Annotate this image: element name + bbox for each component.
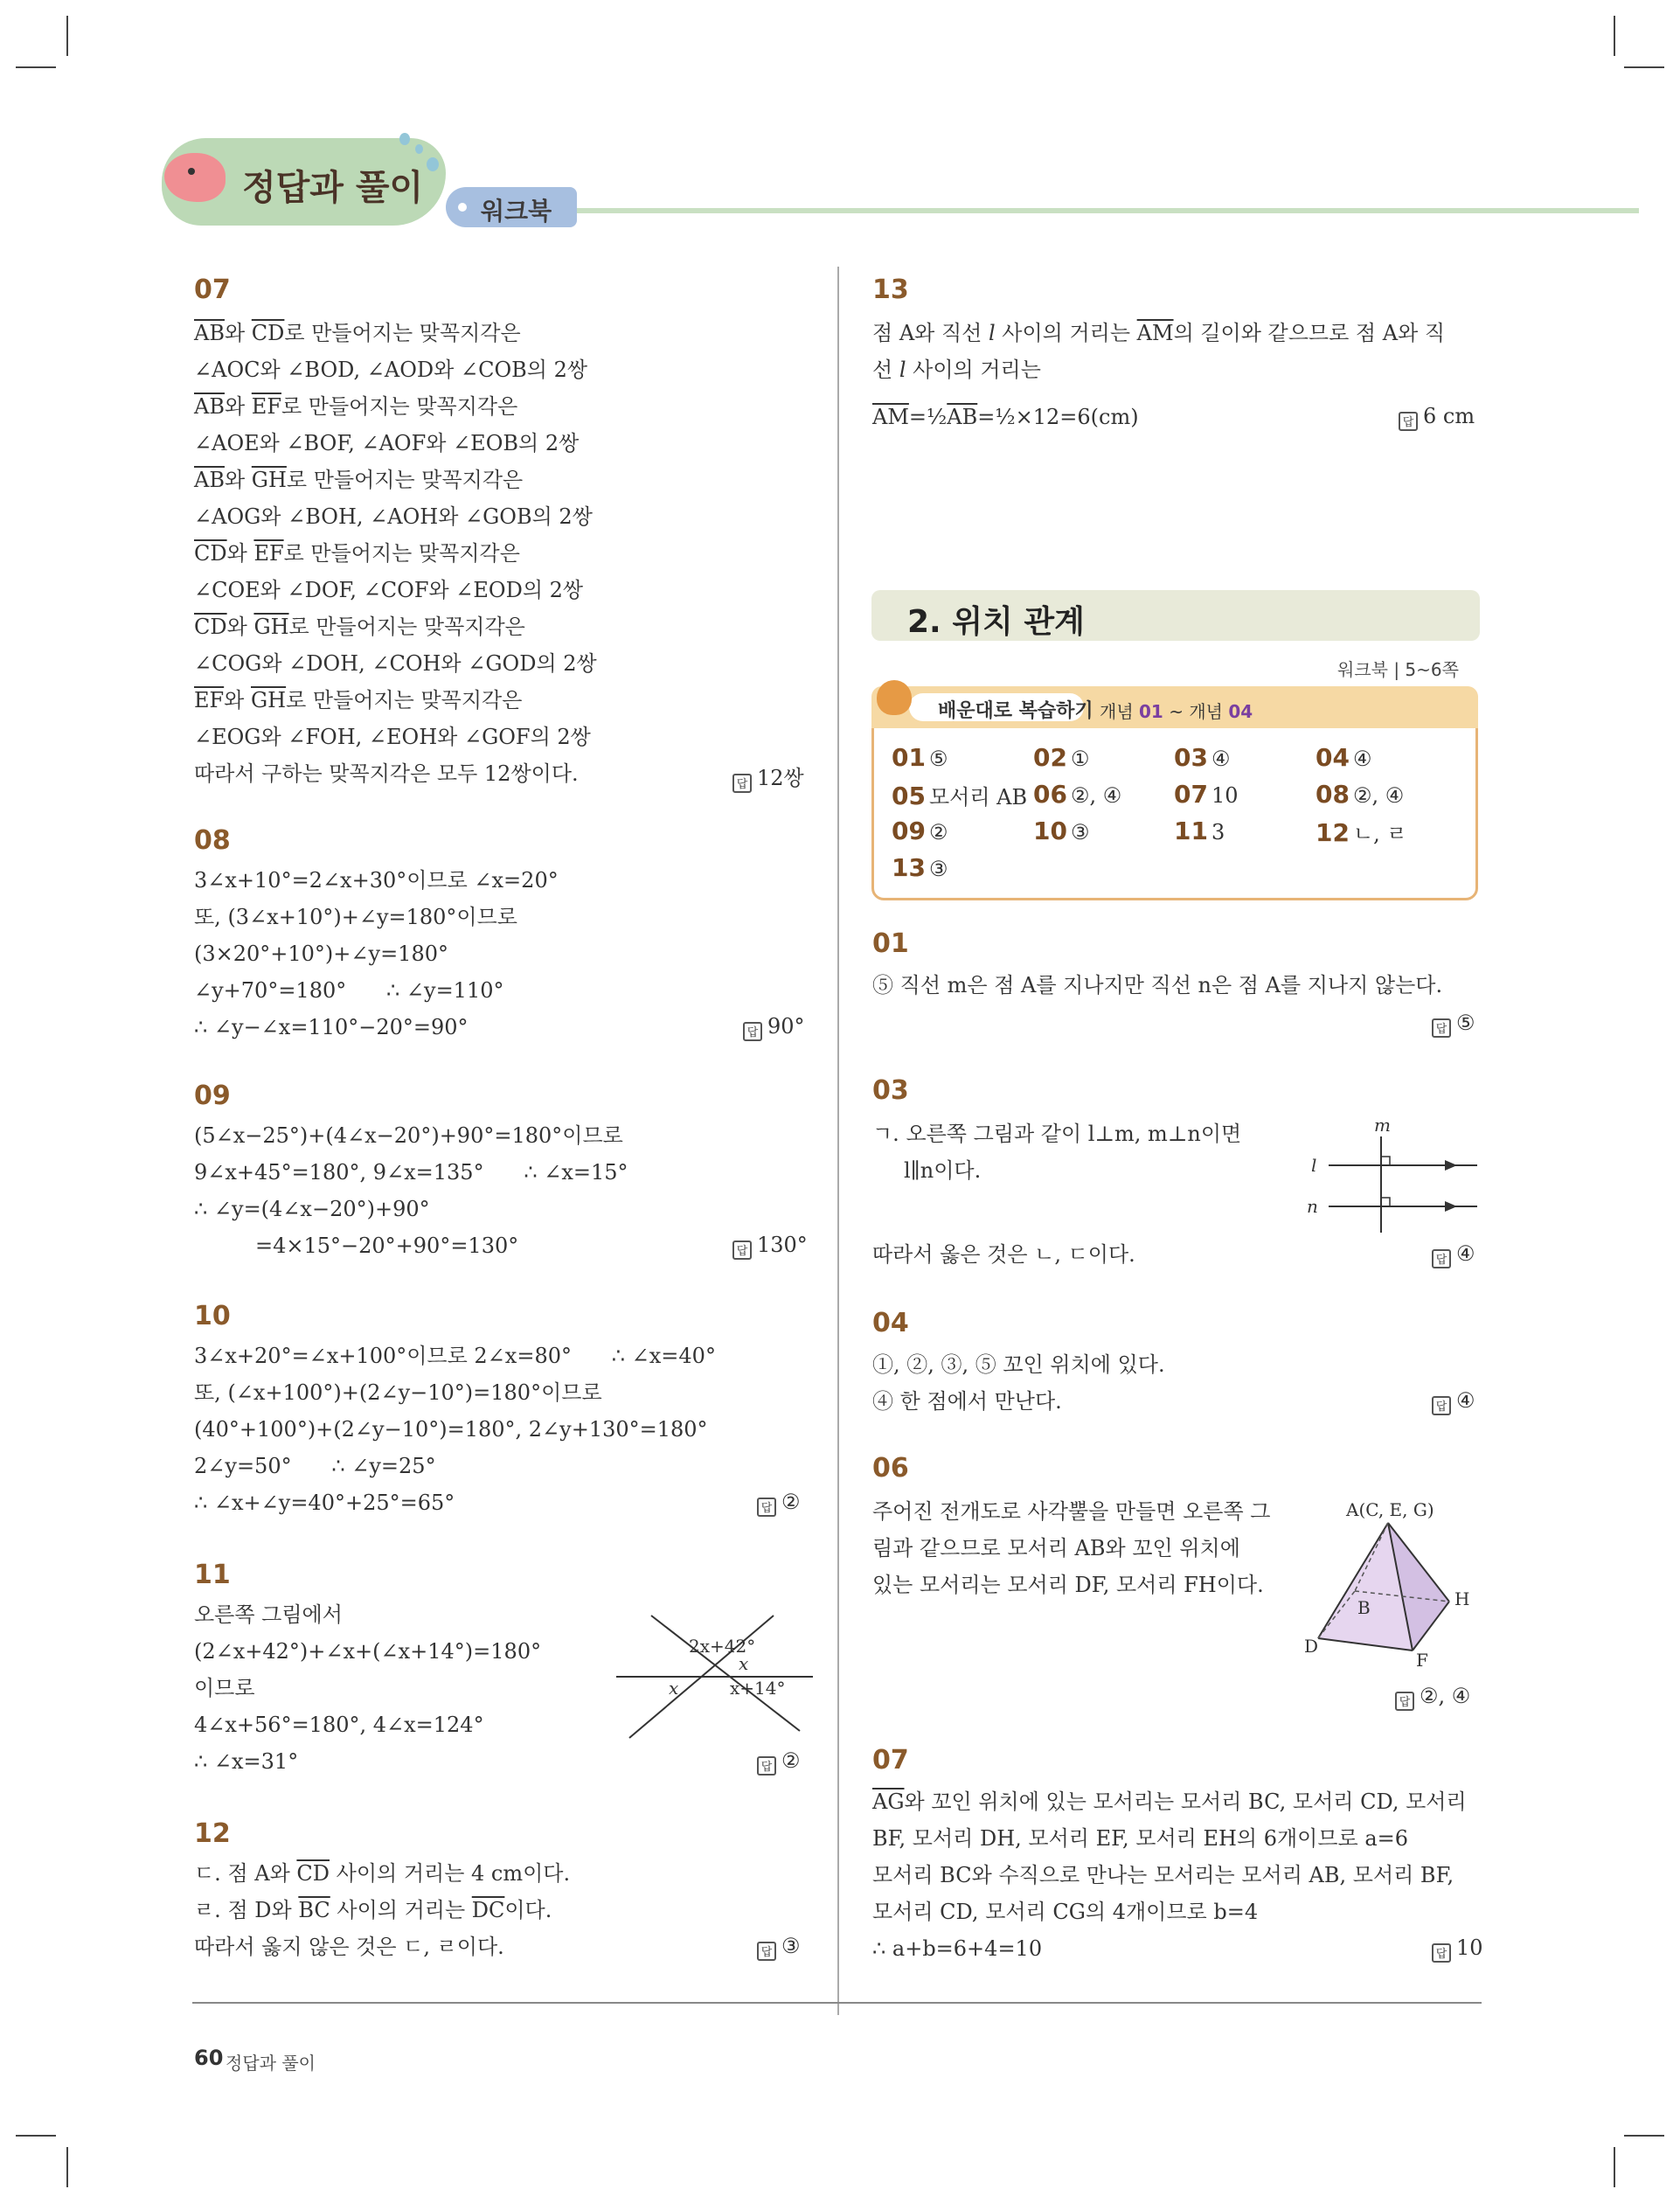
vertex-label: F [1416, 1650, 1428, 1671]
solution-line: ∠COG와 ∠DOH, ∠COH와 ∠GOD의 2쌍 [194, 651, 597, 676]
crop-mark [16, 66, 56, 68]
solution-line: 3∠x+10°=2∠x+30°이므로 ∠x=20° [194, 868, 559, 893]
review-item: 12 ㄴ, ㄹ [1316, 818, 1407, 847]
answer-tag: 답 ④ [1432, 1241, 1475, 1268]
solution-line: ∴ ∠y−∠x=110°−20°=90° [194, 1015, 469, 1039]
solution-line: 모서리 CD, 모서리 CG의 4개이므로 b=4 [872, 1900, 1259, 1924]
solution-line: $\overline{CD}$와 $\overline{GH}$로 만들어지는 맞꼭지각은 [194, 615, 525, 639]
solution-line: (3×20°+10°)+∠y=180° [194, 942, 448, 966]
column-divider [837, 267, 839, 2015]
label-l: l [1311, 1155, 1317, 1176]
diagram-line [651, 1616, 800, 1731]
answer-tag: 답 ②, ④ [1395, 1684, 1470, 1711]
vertex-label: B [1357, 1597, 1371, 1618]
solution-line: 이므로 [194, 1676, 255, 1700]
solution-line: 따라서 옳지 않은 것은 ㄷ, ㄹ이다. [194, 1935, 504, 1959]
arrow-head [1445, 1160, 1457, 1171]
solution-line: $\overline{AG}$와 꼬인 위치에 있는 모서리는 모서리 BC, 모서리 CD, 모서리 [872, 1790, 1467, 1814]
solution-line: ∴ ∠y=(4∠x−20°)+90° [194, 1197, 430, 1221]
page-number: 60 [194, 2046, 224, 2070]
solution-line: 있는 모서리는 모서리 DF, 모서리 FH이다. [872, 1573, 1264, 1597]
solution-line: 따라서 구하는 맞꼭지각은 모두 12쌍이다. [194, 761, 579, 786]
problem-number: 10 [194, 1301, 231, 1331]
solution-line: 9∠x+45°=180°, 9∠x=135° ∴ ∠x=15° [194, 1160, 628, 1185]
arrow-head [1445, 1201, 1457, 1212]
answer-tag: 답 ③ [757, 1934, 801, 1961]
workbook-tab-label: 워크북 [481, 197, 552, 226]
review-item: 08 ②, ④ [1316, 780, 1405, 809]
problem-number: 12 [194, 1818, 231, 1849]
solution-line: 또, (∠x+100°)+(2∠y−10°)=180°이므로 [194, 1380, 602, 1405]
angle-label: x+14° [730, 1678, 786, 1699]
solution-line: =4×15°−20°+90°=130° [255, 1234, 519, 1258]
angle-label: x [739, 1653, 749, 1674]
problem-number: 06 [872, 1453, 909, 1484]
answer-icon: 답 [1399, 412, 1418, 431]
answer-tag: 답 ⑤ [1432, 1011, 1475, 1038]
solution-line: ∠y+70°=180° ∴ ∠y=110° [194, 978, 504, 1003]
solution-line: 3∠x+20°=∠x+100°이므로 2∠x=80° ∴ ∠x=40° [194, 1344, 716, 1368]
solution-line: BF, 모서리 DH, 모서리 EF, 모서리 EH의 6개이므로 a=6 [872, 1826, 1409, 1851]
solution-line: ∠EOG와 ∠FOH, ∠EOH와 ∠GOF의 2쌍 [194, 725, 591, 749]
problem-number: 07 [194, 275, 231, 305]
solution-line: $\overline{AB}$와 $\overline{CD}$로 만들어지는 맞꼭지각은 [194, 321, 521, 345]
review-item: 10 ③ [1033, 817, 1090, 845]
angle-label: x [669, 1678, 679, 1699]
crop-mark [1624, 2135, 1664, 2137]
review-item: 01 ⑤ [892, 743, 948, 772]
solution-line: ㄹ. 점 D와 $\overline{BC}$ 사이의 거리는 $\overline{DC}$이다. [194, 1898, 552, 1922]
solution-line: $\overline{AB}$와 $\overline{EF}$로 만들어지는 맞꼭지각은 [194, 394, 518, 419]
crop-mark [66, 2147, 68, 2187]
tab-dot [458, 203, 467, 212]
answer-icon: 답 [1395, 1692, 1414, 1711]
solution-line: 점 A와 직선 l 사이의 거리는 $\overline{AM}$의 길이와 같으므로 점 A와 직 [872, 321, 1446, 345]
solution-line: l∥n이다. [904, 1158, 982, 1183]
answer-icon: 답 [757, 1498, 776, 1517]
answer-icon: 답 [757, 1942, 776, 1961]
fox-icon [877, 680, 912, 715]
review-item: 09 ② [892, 817, 948, 845]
answer-tag: 답 12쌍 [732, 761, 804, 793]
water-drop-icon [399, 133, 410, 145]
crop-mark [1624, 66, 1664, 68]
review-item: 03 ④ [1174, 743, 1231, 772]
answer-icon: 답 [1432, 1943, 1451, 1963]
answer-tag: 답 10 [1432, 1935, 1483, 1963]
solution-line: ⑤ 직선 m은 점 A를 지나지만 직선 n은 점 A를 지나지 않는다. [872, 973, 1443, 997]
solution-line: 모서리 BC와 수직으로 만나는 모서리는 모서리 AB, 모서리 BF, [872, 1863, 1454, 1887]
answer-tag: 답 ② [757, 1748, 801, 1776]
problem-number: 07 [872, 1745, 909, 1776]
solution-line: ∴ ∠x=31° [194, 1749, 299, 1774]
water-drop-icon [415, 144, 423, 154]
crop-mark [1614, 2147, 1615, 2187]
review-item: 06 ②, ④ [1033, 780, 1122, 809]
footer-label: 정답과 풀이 [226, 2053, 316, 2074]
solution-line: 따라서 옳은 것은 ㄴ, ㄷ이다. [872, 1242, 1135, 1267]
solution-line: $\overline{EF}$와 $\overline{GH}$로 만들어지는 맞꼭지각은 [194, 688, 523, 712]
answer-icon: 답 [757, 1756, 776, 1776]
right-angle-mark [1381, 1198, 1390, 1206]
vertex-label: D [1304, 1636, 1319, 1657]
solution-line: (5∠x−25°)+(4∠x−20°)+90°=180°이므로 [194, 1123, 623, 1148]
solution-line: $\overline{AM}=\frac{1}{2}\overline{AB}=\frac{1}{2}\times 12=6(cm)$ [872, 405, 1139, 429]
answer-tag: 답 90° [743, 1014, 805, 1041]
solution-line: 2∠y=50° ∴ ∠y=25° [194, 1454, 436, 1478]
solution-line: ∠AOG와 ∠BOH, ∠AOH와 ∠GOB의 2쌍 [194, 504, 593, 529]
answer-icon: 답 [743, 1022, 762, 1041]
whale-eye [188, 168, 195, 175]
pyramid-diagram [1294, 1497, 1486, 1671]
solution-line: 또, (3∠x+10°)+∠y=180°이므로 [194, 905, 517, 929]
problem-number: 08 [194, 825, 231, 856]
problem-number: 03 [872, 1075, 909, 1106]
review-item: 13 ③ [892, 853, 948, 882]
solution-line: ∠AOC와 ∠BOD, ∠AOD와 ∠COB의 2쌍 [194, 358, 588, 382]
solution-line: 림과 같으므로 모서리 AB와 꼬인 위치에 [872, 1536, 1240, 1560]
problem-number: 04 [872, 1308, 909, 1338]
review-item: 02 ① [1033, 743, 1090, 772]
solution-line: 선 l 사이의 거리는 [872, 358, 1041, 382]
label-n: n [1307, 1196, 1318, 1217]
answer-tag: 답 ④ [1432, 1388, 1475, 1415]
crop-mark [16, 2135, 56, 2137]
problem-number: 11 [194, 1560, 231, 1590]
vertex-label: A(C, E, G) [1346, 1499, 1434, 1520]
right-angle-mark [1381, 1157, 1390, 1165]
water-drop-icon [427, 157, 439, 171]
header-rule [559, 208, 1639, 213]
solution-line: ①, ②, ③, ⑤ 꼬인 위치에 있다. [872, 1352, 1165, 1377]
solution-line: ㄱ. 오른쪽 그림과 같이 l⊥m, m⊥n이면 [872, 1122, 1242, 1146]
solution-line: ∴ a+b=6+4=10 [872, 1936, 1043, 1961]
review-range: 개념 01 ~ 개념 04 [1100, 701, 1253, 722]
answer-icon: 답 [1432, 1249, 1451, 1268]
review-item: 07 10 [1174, 780, 1239, 809]
page-reference: 워크북 | 5~6쪽 [1337, 659, 1459, 680]
problem-number: 09 [194, 1081, 231, 1111]
crop-mark [1614, 16, 1615, 56]
solution-line: ㄷ. 점 A와 $\overline{CD}$ 사이의 거리는 4 cm이다. [194, 1861, 571, 1886]
header-title: 정답과 풀이 [242, 168, 424, 208]
solution-line: ④ 한 점에서 만난다. [872, 1389, 1062, 1414]
vertex-label: H [1454, 1588, 1470, 1609]
solution-line: 4∠x+56°=180°, 4∠x=124° [194, 1713, 484, 1737]
angle-label: 2x+42° [689, 1636, 756, 1657]
answer-icon: 답 [1432, 1018, 1451, 1038]
solution-line: ∠COE와 ∠DOF, ∠COF와 ∠EOD의 2쌍 [194, 578, 584, 602]
solution-line: $\overline{AB}$와 $\overline{GH}$로 만들어지는 맞꼭지각은 [194, 468, 524, 492]
answer-icon: 답 [732, 1240, 752, 1260]
perpendicular-lines-diagram [1302, 1119, 1486, 1241]
crop-mark [66, 16, 68, 56]
solution-line: ∠AOE와 ∠BOF, ∠AOF와 ∠EOB의 2쌍 [194, 431, 580, 455]
answer-tag: 답 6 cm [1399, 404, 1475, 431]
whale-icon [164, 153, 226, 202]
angle-diagram [612, 1609, 822, 1740]
answer-tag: 답 130° [732, 1233, 808, 1260]
answer-icon: 답 [1432, 1396, 1451, 1415]
solution-line: (40°+100°)+(2∠y−10°)=180°, 2∠y+130°=180° [194, 1417, 708, 1442]
answer-tag: 답 ② [757, 1490, 801, 1517]
solution-line: (2∠x+42°)+∠x+(∠x+14°)=180° [194, 1639, 542, 1664]
solution-line: ∴ ∠x+∠y=40°+25°=65° [194, 1491, 455, 1515]
answer-icon: 답 [732, 774, 752, 793]
solution-line: 주어진 전개도로 사각뿔을 만들면 오른쪽 그 [872, 1499, 1271, 1524]
review-item: 05 모서리 AB [892, 782, 1028, 810]
label-m: m [1374, 1119, 1391, 1136]
bottom-rule [192, 2002, 1482, 2004]
solution-line: $\overline{CD}$와 $\overline{EF}$로 만들어지는 맞꼭지각은 [194, 541, 520, 566]
review-item: 11 3 [1174, 817, 1225, 845]
review-label: 배운대로 복습하기 [938, 700, 1093, 722]
section-title: 2. 위치 관계 [907, 604, 1085, 640]
solution-line: 오른쪽 그림에서 [194, 1602, 343, 1627]
review-item: 04 ④ [1316, 743, 1372, 772]
problem-number: 13 [872, 275, 909, 305]
problem-number: 01 [872, 928, 909, 959]
